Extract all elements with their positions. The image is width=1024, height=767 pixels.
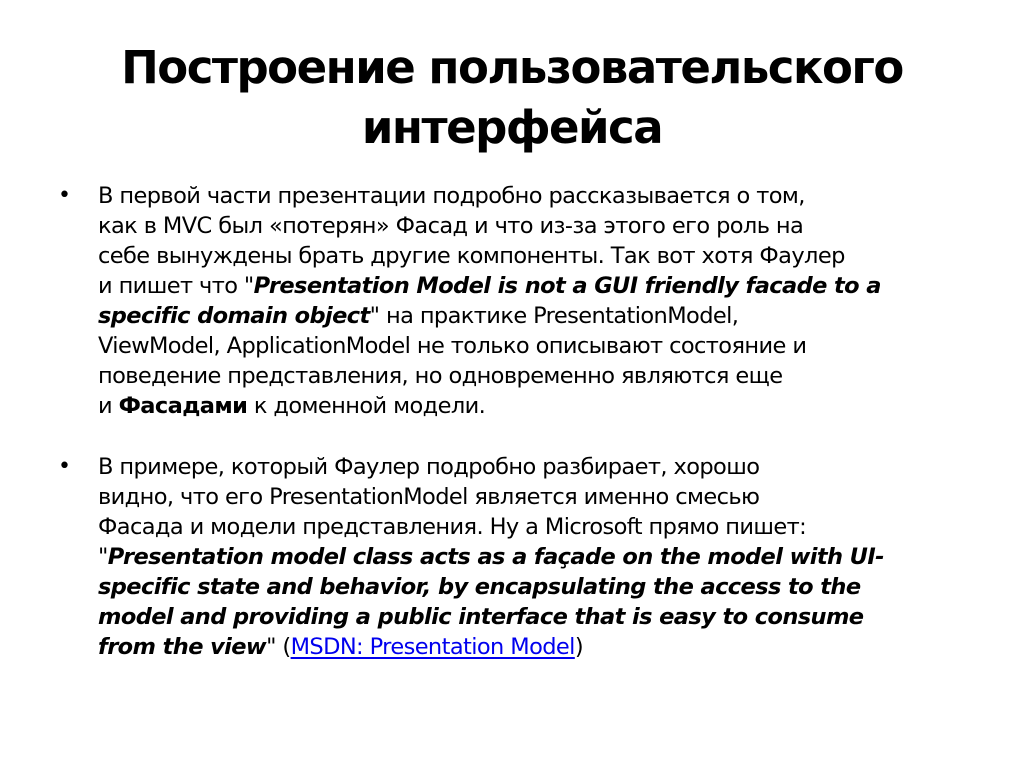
body-text: " (	[266, 634, 291, 660]
body-text: "	[98, 544, 108, 570]
body-text: В первой части презентации подробно рассказывается о том,	[98, 183, 805, 209]
quote-text: model and providing a public interface that is easy to consume	[98, 604, 864, 630]
body-text: и пишет что "	[98, 273, 254, 299]
bullet-text-line	[98, 241, 976, 271]
bullet-text-line	[98, 632, 976, 662]
bullet-dot-icon: •	[58, 183, 71, 208]
body-text: поведение представления, но одновременно являются еще	[98, 363, 783, 389]
bullet-dot-icon: •	[58, 454, 71, 479]
bullet-item	[56, 181, 976, 421]
quote-text: specific state and behavior, by encapsulating the access to the	[98, 574, 861, 600]
emphasis-text: Фасадами	[118, 393, 248, 419]
msdn-presentation-model-link[interactable]: MSDN: Presentation Model	[290, 634, 575, 660]
bullet-text-line	[98, 572, 976, 602]
quote-text: Presentation Model is not a GUI friendly facade to a	[253, 273, 881, 299]
quote-text: specific domain object	[98, 303, 370, 329]
body-text: )	[574, 634, 583, 660]
bullet-text-line	[98, 211, 976, 241]
quote-text: from the view	[98, 634, 267, 660]
body-text: видно, что его PresentationModel является именно смесью	[98, 484, 760, 510]
body-text: В примере, который Фаулер подробно разбирает, хорошо	[98, 454, 760, 480]
bullet-text-line	[98, 452, 976, 482]
bullet-text-line	[98, 271, 976, 301]
quote-text: Presentation model class acts as a façade on the model with UI-	[107, 544, 884, 570]
slide-title	[0, 38, 1024, 158]
bullet-text-line	[98, 331, 976, 361]
bullet-text-line	[98, 301, 976, 331]
body-text: Фасада и модели представления. Ну а Microsoft прямо пишет:	[98, 514, 807, 540]
body-text: к доменной модели.	[247, 393, 486, 419]
bullet-text-line	[98, 482, 976, 512]
bullet-text-line	[98, 391, 976, 421]
slide-title-line-2: интерфейса	[361, 101, 663, 154]
bullet-text-line	[98, 512, 976, 542]
bullet-text-line	[98, 361, 976, 391]
body-text: и	[98, 393, 119, 419]
bullet-item	[56, 452, 976, 662]
body-text: как в MVC был «потерян» Фасад и что из-за этого его роль на	[98, 213, 804, 239]
body-text: " на практике PresentationModel,	[369, 303, 739, 329]
slide-title-line-1: Построение пользовательского	[121, 41, 903, 94]
bullet-text-line	[98, 181, 976, 211]
bullet-text-line	[98, 602, 976, 632]
body-text: себе вынуждены брать другие компоненты. Так вот хотя Фаулер	[98, 243, 845, 269]
slide-body	[56, 181, 976, 662]
bullet-text-line	[98, 542, 976, 572]
body-text: ViewModel, ApplicationModel не только описывают состояние и	[98, 333, 807, 359]
